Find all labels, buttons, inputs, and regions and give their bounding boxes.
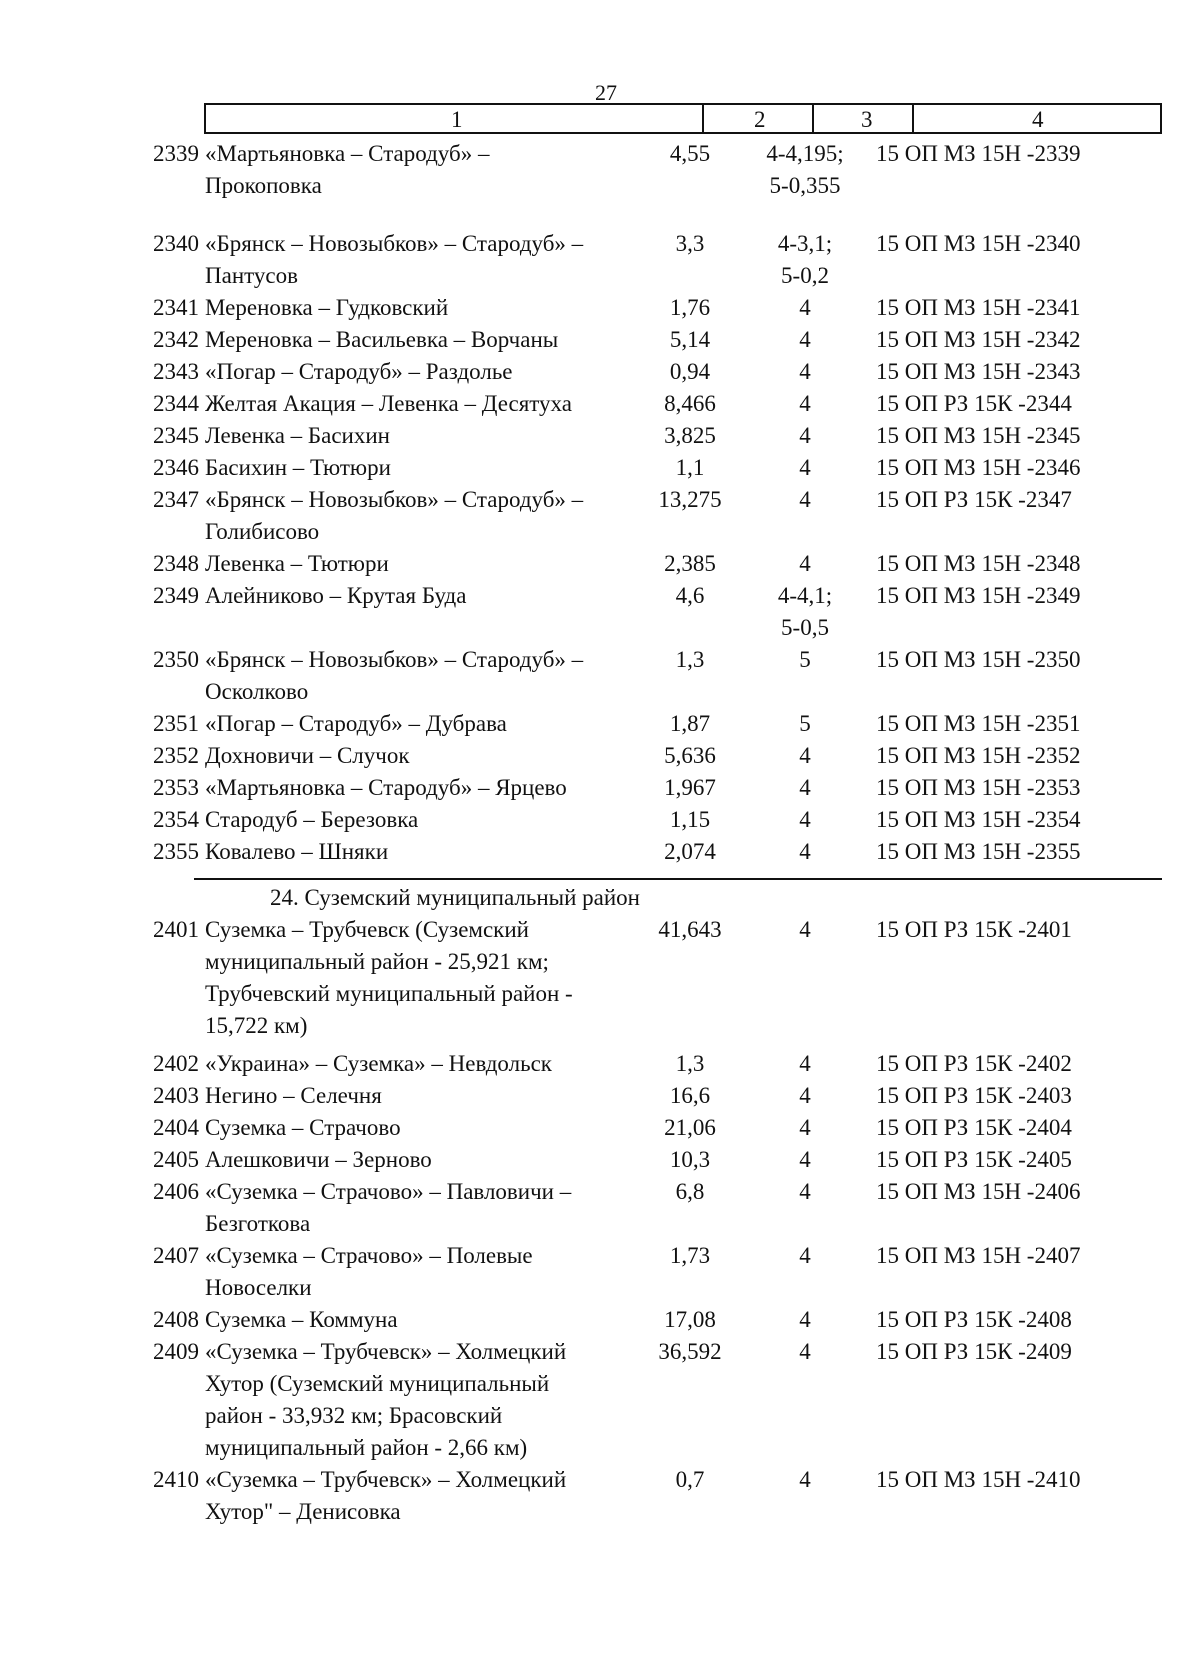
road-name: «Мартьяновка – Стародуб» – Ярцево bbox=[205, 775, 567, 800]
road-name: Левенка – Басихин bbox=[205, 423, 390, 448]
road-id: 15 ОП МЗ 15Н -2410 bbox=[876, 1467, 1081, 1492]
road-name: «Мартьяновка – Стародуб» – Прокоповка bbox=[205, 141, 490, 198]
road-length: 2,385 bbox=[664, 551, 716, 576]
road-length: 1,73 bbox=[669, 1243, 711, 1268]
road-category: 4 bbox=[799, 1179, 811, 1204]
road-category: 4 bbox=[799, 1083, 811, 1108]
road-name: Суземка – Коммуна bbox=[205, 1307, 398, 1332]
road-id: 15 ОП МЗ 15Н -2340 bbox=[876, 231, 1081, 256]
road-length: 0,94 bbox=[669, 359, 711, 384]
road-name: Суземка – Трубчевск (Суземский муниципальный район - 25,921 км; Трубчевский муниципальный район - 15,722 км) bbox=[205, 917, 573, 1038]
table-row bbox=[0, 914, 1200, 1042]
road-length: 4,6 bbox=[675, 583, 705, 608]
table-row bbox=[0, 644, 1200, 708]
row-number: 2349 bbox=[153, 583, 199, 608]
road-id: 15 ОП МЗ 15Н -2349 bbox=[876, 583, 1081, 608]
header-divider bbox=[812, 105, 814, 132]
row-number: 2406 bbox=[153, 1179, 199, 1204]
road-name: Ковалево – Шняки bbox=[205, 839, 389, 864]
road-category: 4 bbox=[799, 917, 811, 942]
road-length: 13,275 bbox=[658, 487, 722, 512]
road-length: 1,3 bbox=[675, 647, 705, 672]
row-number: 2403 bbox=[153, 1083, 199, 1108]
row-number: 2408 bbox=[153, 1307, 199, 1332]
road-id: 15 ОП МЗ 15Н -2348 bbox=[876, 551, 1081, 576]
road-length: 6,8 bbox=[675, 1179, 705, 1204]
road-id: 15 ОП МЗ 15Н -2354 bbox=[876, 807, 1081, 832]
road-id: 15 ОП РЗ 15К -2402 bbox=[876, 1051, 1072, 1076]
road-id: 15 ОП РЗ 15К -2401 bbox=[876, 917, 1072, 942]
road-name: «Погар – Стародуб» – Раздолье bbox=[205, 359, 513, 384]
table-row bbox=[0, 1048, 1200, 1080]
road-category: 4 bbox=[799, 1051, 811, 1076]
table-row bbox=[0, 1240, 1200, 1304]
road-id: 15 ОП МЗ 15Н -2350 bbox=[876, 647, 1081, 672]
road-length: 41,643 bbox=[658, 917, 722, 942]
road-length: 5,14 bbox=[669, 327, 711, 352]
row-number: 2346 bbox=[153, 455, 199, 480]
row-number: 2409 bbox=[153, 1339, 199, 1364]
table-row bbox=[0, 1304, 1200, 1336]
road-length: 1,1 bbox=[675, 455, 705, 480]
road-category: 5 bbox=[799, 647, 811, 672]
road-length: 16,6 bbox=[669, 1083, 711, 1108]
road-category: 4 bbox=[799, 551, 811, 576]
road-name: Дохновичи – Случок bbox=[205, 743, 410, 768]
table-row bbox=[0, 324, 1200, 356]
road-length: 1,967 bbox=[664, 775, 716, 800]
road-length: 21,06 bbox=[664, 1115, 716, 1140]
road-category: 4 bbox=[799, 1147, 811, 1172]
page-number: 27 bbox=[595, 80, 617, 105]
road-category: 4 bbox=[799, 391, 811, 416]
road-id: 15 ОП МЗ 15Н -2346 bbox=[876, 455, 1081, 480]
road-name: Басихин – Тютюри bbox=[205, 455, 391, 480]
row-number: 2347 bbox=[153, 487, 199, 512]
row-number: 2407 bbox=[153, 1243, 199, 1268]
road-id: 15 ОП МЗ 15Н -2341 bbox=[876, 295, 1081, 320]
road-category: 4-4,1; 5-0,5 bbox=[777, 583, 833, 640]
road-length: 1,76 bbox=[669, 295, 711, 320]
road-category: 4 bbox=[799, 1339, 811, 1364]
road-category: 4 bbox=[799, 775, 811, 800]
table-row bbox=[0, 548, 1200, 580]
table-header bbox=[204, 103, 1162, 134]
table-row bbox=[0, 1336, 1200, 1464]
row-number: 2404 bbox=[153, 1115, 199, 1140]
section-title: 24. Суземский муниципальный район bbox=[270, 885, 640, 910]
road-id: 15 ОП МЗ 15Н -2407 bbox=[876, 1243, 1081, 1268]
road-name: Желтая Акация – Левенка – Десятуха bbox=[205, 391, 572, 416]
road-name: Суземка – Страчово bbox=[205, 1115, 401, 1140]
table-row bbox=[0, 1080, 1200, 1112]
road-name: Негино – Селечня bbox=[205, 1083, 382, 1108]
table-divider-line bbox=[194, 878, 1162, 880]
road-id: 15 ОП МЗ 15Н -2345 bbox=[876, 423, 1081, 448]
road-category: 4 bbox=[799, 1115, 811, 1140]
road-id: 15 ОП МЗ 15Н -2342 bbox=[876, 327, 1081, 352]
road-name: «Брянск – Новозыбков» – Стародуб» – Пантусов bbox=[205, 231, 584, 288]
table-row bbox=[0, 740, 1200, 772]
road-category: 4 bbox=[799, 839, 811, 864]
road-category: 4 bbox=[799, 1467, 811, 1492]
row-number: 2410 bbox=[153, 1467, 199, 1492]
row-number: 2405 bbox=[153, 1147, 199, 1172]
header-divider bbox=[912, 105, 914, 132]
road-category: 4 bbox=[799, 359, 811, 384]
road-category: 4 bbox=[799, 455, 811, 480]
road-id: 15 ОП МЗ 15Н -2355 bbox=[876, 839, 1081, 864]
header-col-2: 2 bbox=[754, 107, 766, 132]
road-id: 15 ОП РЗ 15К -2409 bbox=[876, 1339, 1072, 1364]
road-name: «Украина» – Суземка» – Невдольск bbox=[205, 1051, 552, 1076]
road-name: Стародуб – Березовка bbox=[205, 807, 419, 832]
table-row bbox=[0, 452, 1200, 484]
road-name: «Суземка – Трубчевск» – Холмецкий Хутор (Суземский муниципальный район - 33,932 км; Брасовский муниципальный район - 2,66 км) bbox=[205, 1339, 567, 1460]
road-length: 0,7 bbox=[675, 1467, 705, 1492]
road-length: 36,592 bbox=[658, 1339, 722, 1364]
road-name: «Погар – Стародуб» – Дубрава bbox=[205, 711, 507, 736]
row-number: 2354 bbox=[153, 807, 199, 832]
table-row bbox=[0, 1176, 1200, 1240]
header-col-1: 1 bbox=[451, 107, 463, 132]
road-id: 15 ОП РЗ 15К -2344 bbox=[876, 391, 1072, 416]
road-id: 15 ОП МЗ 15Н -2339 bbox=[876, 141, 1081, 166]
road-id: 15 ОП РЗ 15К -2347 bbox=[876, 487, 1072, 512]
road-name: Мереновка – Гудковский bbox=[205, 295, 449, 320]
table-row bbox=[0, 388, 1200, 420]
table-row bbox=[0, 1144, 1200, 1176]
road-name: «Суземка – Трубчевск» – Холмецкий Хутор" – Денисовка bbox=[205, 1467, 567, 1524]
table-row bbox=[0, 1464, 1200, 1528]
road-length: 17,08 bbox=[664, 1307, 716, 1332]
table-row bbox=[0, 356, 1200, 388]
table-row bbox=[0, 292, 1200, 324]
road-name: «Брянск – Новозыбков» – Стародуб» – Осколково bbox=[205, 647, 584, 704]
table-row bbox=[0, 484, 1200, 548]
road-id: 15 ОП МЗ 15Н -2352 bbox=[876, 743, 1081, 768]
road-category: 4 bbox=[799, 807, 811, 832]
table-row bbox=[0, 804, 1200, 836]
road-length: 8,466 bbox=[664, 391, 716, 416]
road-length: 2,074 bbox=[664, 839, 716, 864]
table-body-part-1 bbox=[0, 138, 1200, 868]
road-category: 4 bbox=[799, 295, 811, 320]
table-row bbox=[0, 228, 1200, 292]
table-row bbox=[0, 580, 1200, 644]
row-number: 2351 bbox=[153, 711, 199, 736]
road-name: «Брянск – Новозыбков» – Стародуб» – Голибисово bbox=[205, 487, 584, 544]
table-row bbox=[0, 836, 1200, 868]
road-length: 4,55 bbox=[669, 141, 711, 166]
road-category: 4 bbox=[799, 1243, 811, 1268]
road-category: 4-3,1; 5-0,2 bbox=[777, 231, 833, 288]
road-category: 5 bbox=[799, 711, 811, 736]
road-id: 15 ОП РЗ 15К -2408 bbox=[876, 1307, 1072, 1332]
table-row bbox=[0, 772, 1200, 804]
road-length: 3,825 bbox=[664, 423, 716, 448]
road-id: 15 ОП РЗ 15К -2405 bbox=[876, 1147, 1072, 1172]
table-row bbox=[0, 138, 1200, 202]
row-number: 2339 bbox=[153, 141, 199, 166]
row-number: 2352 bbox=[153, 743, 199, 768]
table-row bbox=[0, 420, 1200, 452]
road-length: 1,3 bbox=[675, 1051, 705, 1076]
road-category: 4 bbox=[799, 743, 811, 768]
road-name: «Суземка – Страчово» – Полевые Новоселки bbox=[205, 1243, 533, 1300]
road-id: 15 ОП МЗ 15Н -2351 bbox=[876, 711, 1081, 736]
road-name: Алешковичи – Зерново bbox=[205, 1147, 432, 1172]
road-length: 10,3 bbox=[669, 1147, 711, 1172]
road-name: «Суземка – Страчово» – Павловичи – Безготкова bbox=[205, 1179, 572, 1236]
road-category: 4 bbox=[799, 1307, 811, 1332]
road-name: Алейниково – Крутая Буда bbox=[205, 583, 467, 608]
road-id: 15 ОП МЗ 15Н -2406 bbox=[876, 1179, 1081, 1204]
row-number: 2341 bbox=[153, 295, 199, 320]
road-id: 15 ОП МЗ 15Н -2353 bbox=[876, 775, 1081, 800]
road-id: 15 ОП РЗ 15К -2403 bbox=[876, 1083, 1072, 1108]
road-category: 4 bbox=[799, 487, 811, 512]
row-number: 2340 bbox=[153, 231, 199, 256]
row-number: 2348 bbox=[153, 551, 199, 576]
road-length: 3,3 bbox=[675, 231, 705, 256]
row-number: 2344 bbox=[153, 391, 199, 416]
road-length: 1,15 bbox=[669, 807, 711, 832]
row-number: 2342 bbox=[153, 327, 199, 352]
header-divider bbox=[702, 105, 704, 132]
row-number: 2350 bbox=[153, 647, 199, 672]
row-number: 2401 bbox=[153, 917, 199, 942]
road-category: 4 bbox=[799, 327, 811, 352]
road-length: 1,87 bbox=[669, 711, 711, 736]
road-name: Левенка – Тютюри bbox=[205, 551, 389, 576]
row-number: 2355 bbox=[153, 839, 199, 864]
row-number: 2402 bbox=[153, 1051, 199, 1076]
road-id: 15 ОП РЗ 15К -2404 bbox=[876, 1115, 1072, 1140]
road-name: Мереновка – Васильевка – Ворчаны bbox=[205, 327, 559, 352]
row-number: 2343 bbox=[153, 359, 199, 384]
row-number: 2353 bbox=[153, 775, 199, 800]
header-col-3: 3 bbox=[861, 107, 873, 132]
road-category: 4 bbox=[799, 423, 811, 448]
table-body-part-2 bbox=[0, 914, 1200, 1528]
header-col-4: 4 bbox=[1032, 107, 1044, 132]
road-id: 15 ОП МЗ 15Н -2343 bbox=[876, 359, 1081, 384]
road-length: 5,636 bbox=[664, 743, 716, 768]
row-number: 2345 bbox=[153, 423, 199, 448]
table-row bbox=[0, 1112, 1200, 1144]
road-category: 4-4,195; 5-0,355 bbox=[766, 141, 844, 198]
table-row bbox=[0, 708, 1200, 740]
